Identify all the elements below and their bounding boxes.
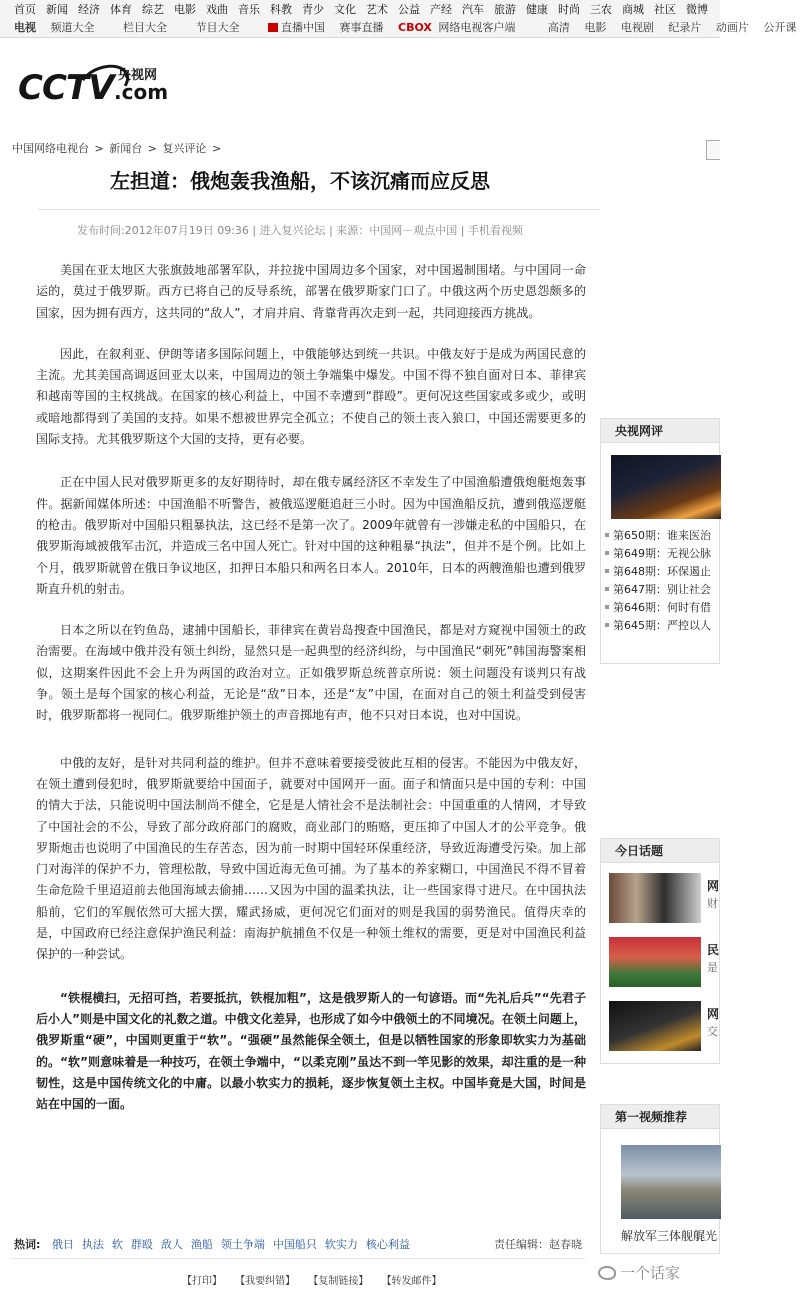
logo-cctv-text: CCTV [18,68,114,108]
nav-tv-label[interactable]: 电视 [14,21,36,34]
nav-channel-link[interactable]: 三农 [590,3,612,16]
topic-subline: 交 [707,1025,718,1038]
report-error-button[interactable]: 【我要纠错】 [235,1276,296,1287]
hot-tag-link[interactable]: 群殴 [130,1238,153,1251]
sidebar-today-topics [600,838,720,1064]
logo-com-text: .com [114,80,169,104]
article-paragraph: 美国在亚太地区大张旗鼓地部署军队，并拉拢中国周边多个国家，对中国遏制围堵。与中国同一命运的，莫过于俄罗斯。西方已将自己的反导系统，部署在俄罗斯家门口了。中俄这两个历史恩怨颇多的国家，因为拥有西方，这共同的“敌人”，才肩并肩、背靠背再次走到一起，共同迎接西方挑战。 [36,263,586,320]
topic-item[interactable] [601,873,719,927]
sidebar-topics-title: 今日话题 [601,839,719,863]
commentary-item[interactable] [601,581,719,599]
nav-link[interactable]: 栏目大全 [123,21,167,34]
live-tv-icon [268,23,278,32]
weibo-icon [598,1266,616,1280]
nav-cbox-client[interactable]: 网络电视客户端 [438,21,516,34]
nav-channel-link[interactable]: 汽车 [462,3,484,16]
nav-channel-link[interactable]: 时尚 [558,3,580,16]
breadcrumb-link[interactable]: 新闻台 [109,142,143,155]
nav-live-label: 直播中国 [281,21,325,34]
hot-tag-link[interactable]: 渔船 [190,1238,213,1251]
nav-channel-link[interactable]: 综艺 [142,3,164,16]
article-paragraph: 中俄的友好，是针对共同利益的维护。但并不意味着要接受彼此互相的侵害。不能因为中俄友好，在领土遭到侵犯时，俄罗斯就要给中国面子，就要对中国网开一面。面子和情面只是中国的专利：中国的情大于法，只能说明中国法制尚不健全，它是是人情社会不是法制社会：中国重重的人情网，才导致了中国社会的不公，导致了部分政府部门的腐败，商业部门的贿赂，更压抑了中国人才的公平竞争。俄罗斯炮击也说明了中国渔民的生存苦态，因为前一时期中国轻环保重经济，导致近海遭受污染。加上部门对海洋的保护不力，管理松散，导致中国近海无鱼可捕。为了基本的养家糊口，中国渔民不得不冒着生命危险千里迢迢前去他国海域去偷捕……又因为中国的温柔执法，让一些国家得寸进尺。在中国执法船前，它们的军舰依然可大摇大摆，耀武扬威，更何况它们面对的则是我国的弱势渔民。值得庆幸的是，中国政府已经注意保护渔民利益：南海护航捕鱼不仅是一种领土维权的需要，更是对中国渔民利益保护的一种尝试。 [36,755,586,962]
article-meta: 发布时间:2012年07月19日 09:36 | 进入复兴论坛 | 来源：中国网－观点中国 | 手机看视频 [77,224,523,237]
hot-tag-link[interactable]: 领土争端 [220,1238,265,1251]
recommended-video-thumbnail[interactable] [621,1145,721,1219]
hot-tags [14,1236,418,1252]
recommended-video-caption[interactable]: 解放军三体舰艉光 [621,1229,718,1243]
bullet-icon [605,533,609,537]
cctv-logo[interactable] [18,64,169,108]
topic-thumbnail[interactable] [609,937,701,987]
topic-headline[interactable]: 民 [707,943,720,957]
nav-channel-link[interactable]: 产经 [430,3,452,16]
nav-link[interactable]: 电视剧 [620,21,654,34]
hot-tag-link[interactable]: 俄日 [51,1238,74,1251]
breadcrumb-separator: > [94,142,104,155]
breadcrumb-separator: > [147,142,157,155]
breadcrumb-link[interactable]: 中国网络电视台 [12,142,89,155]
nav-link[interactable]: 高清 [547,21,570,34]
breadcrumb-link[interactable]: 复兴评论 [162,142,207,155]
weibo-watermark [598,1262,680,1283]
print-button[interactable]: 【打印】 [182,1276,222,1287]
commentary-item[interactable] [601,617,719,635]
sidebar-commentary [600,418,720,664]
hot-tag-link[interactable]: 软实力 [324,1238,358,1251]
responsible-editor: 责任编辑：赵春晓 [494,1238,582,1251]
article-actions [182,1272,452,1287]
nav-channel-link[interactable]: 戏曲 [206,3,228,16]
nav-channel-link[interactable]: 体育 [110,3,132,16]
top-navigation [0,0,797,38]
nav-link[interactable]: 节目大全 [195,21,240,34]
nav-link[interactable]: 公开课 [763,21,797,34]
hot-tag-link[interactable]: 执法 [81,1238,104,1251]
sidebar-commentary-title: 央视网评 [601,419,719,443]
hot-tags-label: 热词: [14,1238,41,1251]
bullet-icon [605,569,609,573]
bullet-icon [605,551,609,555]
nav-channel-link[interactable]: 首页 [14,3,36,16]
nav-channel-link[interactable]: 商城 [622,3,644,16]
breadcrumb [12,140,223,156]
topic-headline[interactable]: 网 [707,879,720,893]
nav-channel-link[interactable]: 公益 [398,3,420,16]
commentary-item[interactable] [601,599,719,617]
hot-tag-link[interactable]: 中国船只 [272,1238,317,1251]
commentary-item[interactable] [601,527,719,545]
sidebar-video-recommend [600,1104,720,1254]
nav-channel-link[interactable]: 新闻 [46,3,68,16]
commentary-video-thumbnail[interactable] [611,455,721,519]
nav-channel-link[interactable]: 艺术 [366,3,388,16]
nav-live[interactable] [268,19,325,37]
nav-channel-link[interactable]: 青少 [302,3,324,16]
topic-item[interactable] [601,1001,719,1055]
nav-link[interactable]: 纪录片 [668,21,702,34]
sidebar-video-title: 第一视频推荐 [601,1105,719,1129]
hot-tag-link[interactable]: 敌人 [160,1238,183,1251]
bullet-icon [605,605,609,609]
title-divider [38,209,600,210]
commentary-list [601,527,719,635]
nav-channel-link[interactable]: 文化 [334,3,356,16]
forward-email-button[interactable]: 【转发邮件】 [381,1276,442,1287]
topic-subline: 是 [707,961,718,974]
commentary-item-label: 第645期：严控以人 [613,619,711,632]
topic-item[interactable] [601,937,719,991]
article-paragraph: 日本之所以在钓鱼岛，逮捕中国船长，菲律宾在黄岩岛搜查中国渔民，都是对方窥视中国领土的政治需要。在海域中俄并没有领土纠纷，显然只是一起典型的经济纠纷，与中国渔民“刺死”韩国海警案相似，这期案件因此不会上升为两国的政治对立。正如俄罗斯总统普京所说：领土问题没有谈判只有战争。领土是每个国家的核心利益，无论是“敌”日本，还是“友”中国，在面对自己的领土利益受到侵害时，俄罗斯都将一视同仁。俄罗斯维护领土的声音掷地有声，他不只对日本说，也对中国说。 [36,623,586,723]
nav-channel-link[interactable]: 电影 [174,3,196,16]
commentary-item-label: 第650期：谁来医治 [613,529,711,542]
commentary-item-label: 第646期：何时有借 [613,601,711,614]
nav-row-tv [14,19,797,37]
logo-cn-text: 央视网 [118,68,158,83]
nav-row-channels [14,1,720,19]
nav-link[interactable]: 电影 [584,21,607,34]
commentary-item[interactable] [601,563,719,581]
bullet-icon [605,623,609,627]
commentary-item[interactable] [601,545,719,563]
nav-channel-link[interactable]: 微博 [686,3,708,16]
nav-match[interactable]: 赛事直播 [339,21,384,34]
watermark-text: 一个话家 [620,1264,681,1282]
article-paragraph: 因此，在叙利亚、伊朗等诸多国际问题上，中俄能够达到统一共识。中俄友好于是成为两国民意的主流。尤其美国高调返回亚太以来，中国周边的领土争端集中爆发。中国不得不独自面对日本、菲律宾和越南等国的主权挑战。在国家的核心利益上，中国不幸遭到“群殴”。更何况这些国家或多或少，或明或暗地都得到了美国的支持。如果不想被世界完全孤立；不使自己的领土丧入狼口，中国还需要更多的国际支持。尤其俄罗斯这个大国的支持，更有必要。 [36,346,586,447]
commentary-item-label: 第649期：无视公脉 [613,547,711,560]
topic-thumbnail[interactable] [609,1001,701,1051]
commentary-item-label: 第647期：别让社会 [613,583,711,596]
breadcrumb-separator: > [211,142,222,155]
article-title: 左担道：俄炮轰我渔船，不该沉痛而应反思 [110,169,490,193]
article-paragraph-conclusion: “铁棍横扫，无招可挡，若要抵抗，铁棍加粗”，这是俄罗斯人的一句谚语。而“先礼后兵”“先君子后小人”则是中国文化的礼数之道。中俄文化差异，也形成了如今中俄领土的不同境况。在领土问题上，俄罗斯重“硬”，中国则更重于“软”。“强硬”虽然能保全领土，但是以牺牲国家的形象即软实力为基础的。“软”则意味着是一种技巧，在领土争端中，“以柔克刚”虽达不到一竿见影的效果，却注重的是一种韧性，这是中国传统文化的中庸。以最小软实力的损耗，逐步恢复领土主权。中国毕竟是大国，时间是站在中国的一面。 [36,990,586,1112]
nav-channel-link[interactable]: 经济 [78,3,100,16]
hot-tag-link[interactable]: 软 [111,1238,123,1251]
copy-link-button[interactable]: 【复制链接】 [308,1276,369,1287]
side-tab-button[interactable] [706,140,720,160]
hot-tag-link[interactable]: 核心利益 [365,1238,410,1251]
article-body [36,260,586,1115]
nav-channel-link[interactable]: 音乐 [238,3,260,16]
nav-channel-link[interactable]: 科教 [270,3,292,16]
nav-channel-link[interactable]: 健康 [526,3,548,16]
topic-subline: 财 [707,897,718,910]
bullet-icon [605,587,609,591]
nav-channel-link[interactable]: 旅游 [494,3,516,16]
article-paragraph: 正在中国人民对俄罗斯更多的友好期待时，却在俄专属经济区不幸发生了中国渔船遭俄炮艇炮轰事件。据新闻媒体所述：中国渔船不听警告，被俄巡逻艇追赶三小时。因为中国渔船反抗，遭到俄巡逻艇的枪击。俄罗斯对中国船只粗暴执法，这已经不是第一次了。2009年就曾有一涉嫌走私的中国船只，在俄罗斯海域被俄军击沉，并造成三名中国人死亡。针对中国的这种粗暴“执法”，但并不是个例。比如上个月，俄罗斯就曾在俄日争议地区，扣押日本船只和两名日本人。2010年，日本的两艘渔船也遭到俄罗斯直升机的射击。 [36,475,586,596]
cbox-logo[interactable]: CBOX [398,21,432,34]
topic-headline[interactable]: 网 [707,1007,720,1021]
footer-divider [10,1258,585,1259]
nav-channel-link[interactable]: 社区 [654,3,676,16]
nav-link[interactable]: 频道大全 [50,21,95,34]
commentary-item-label: 第648期：环保遏止 [613,565,711,578]
nav-link[interactable]: 动画片 [715,21,749,34]
topic-thumbnail[interactable] [609,873,701,923]
